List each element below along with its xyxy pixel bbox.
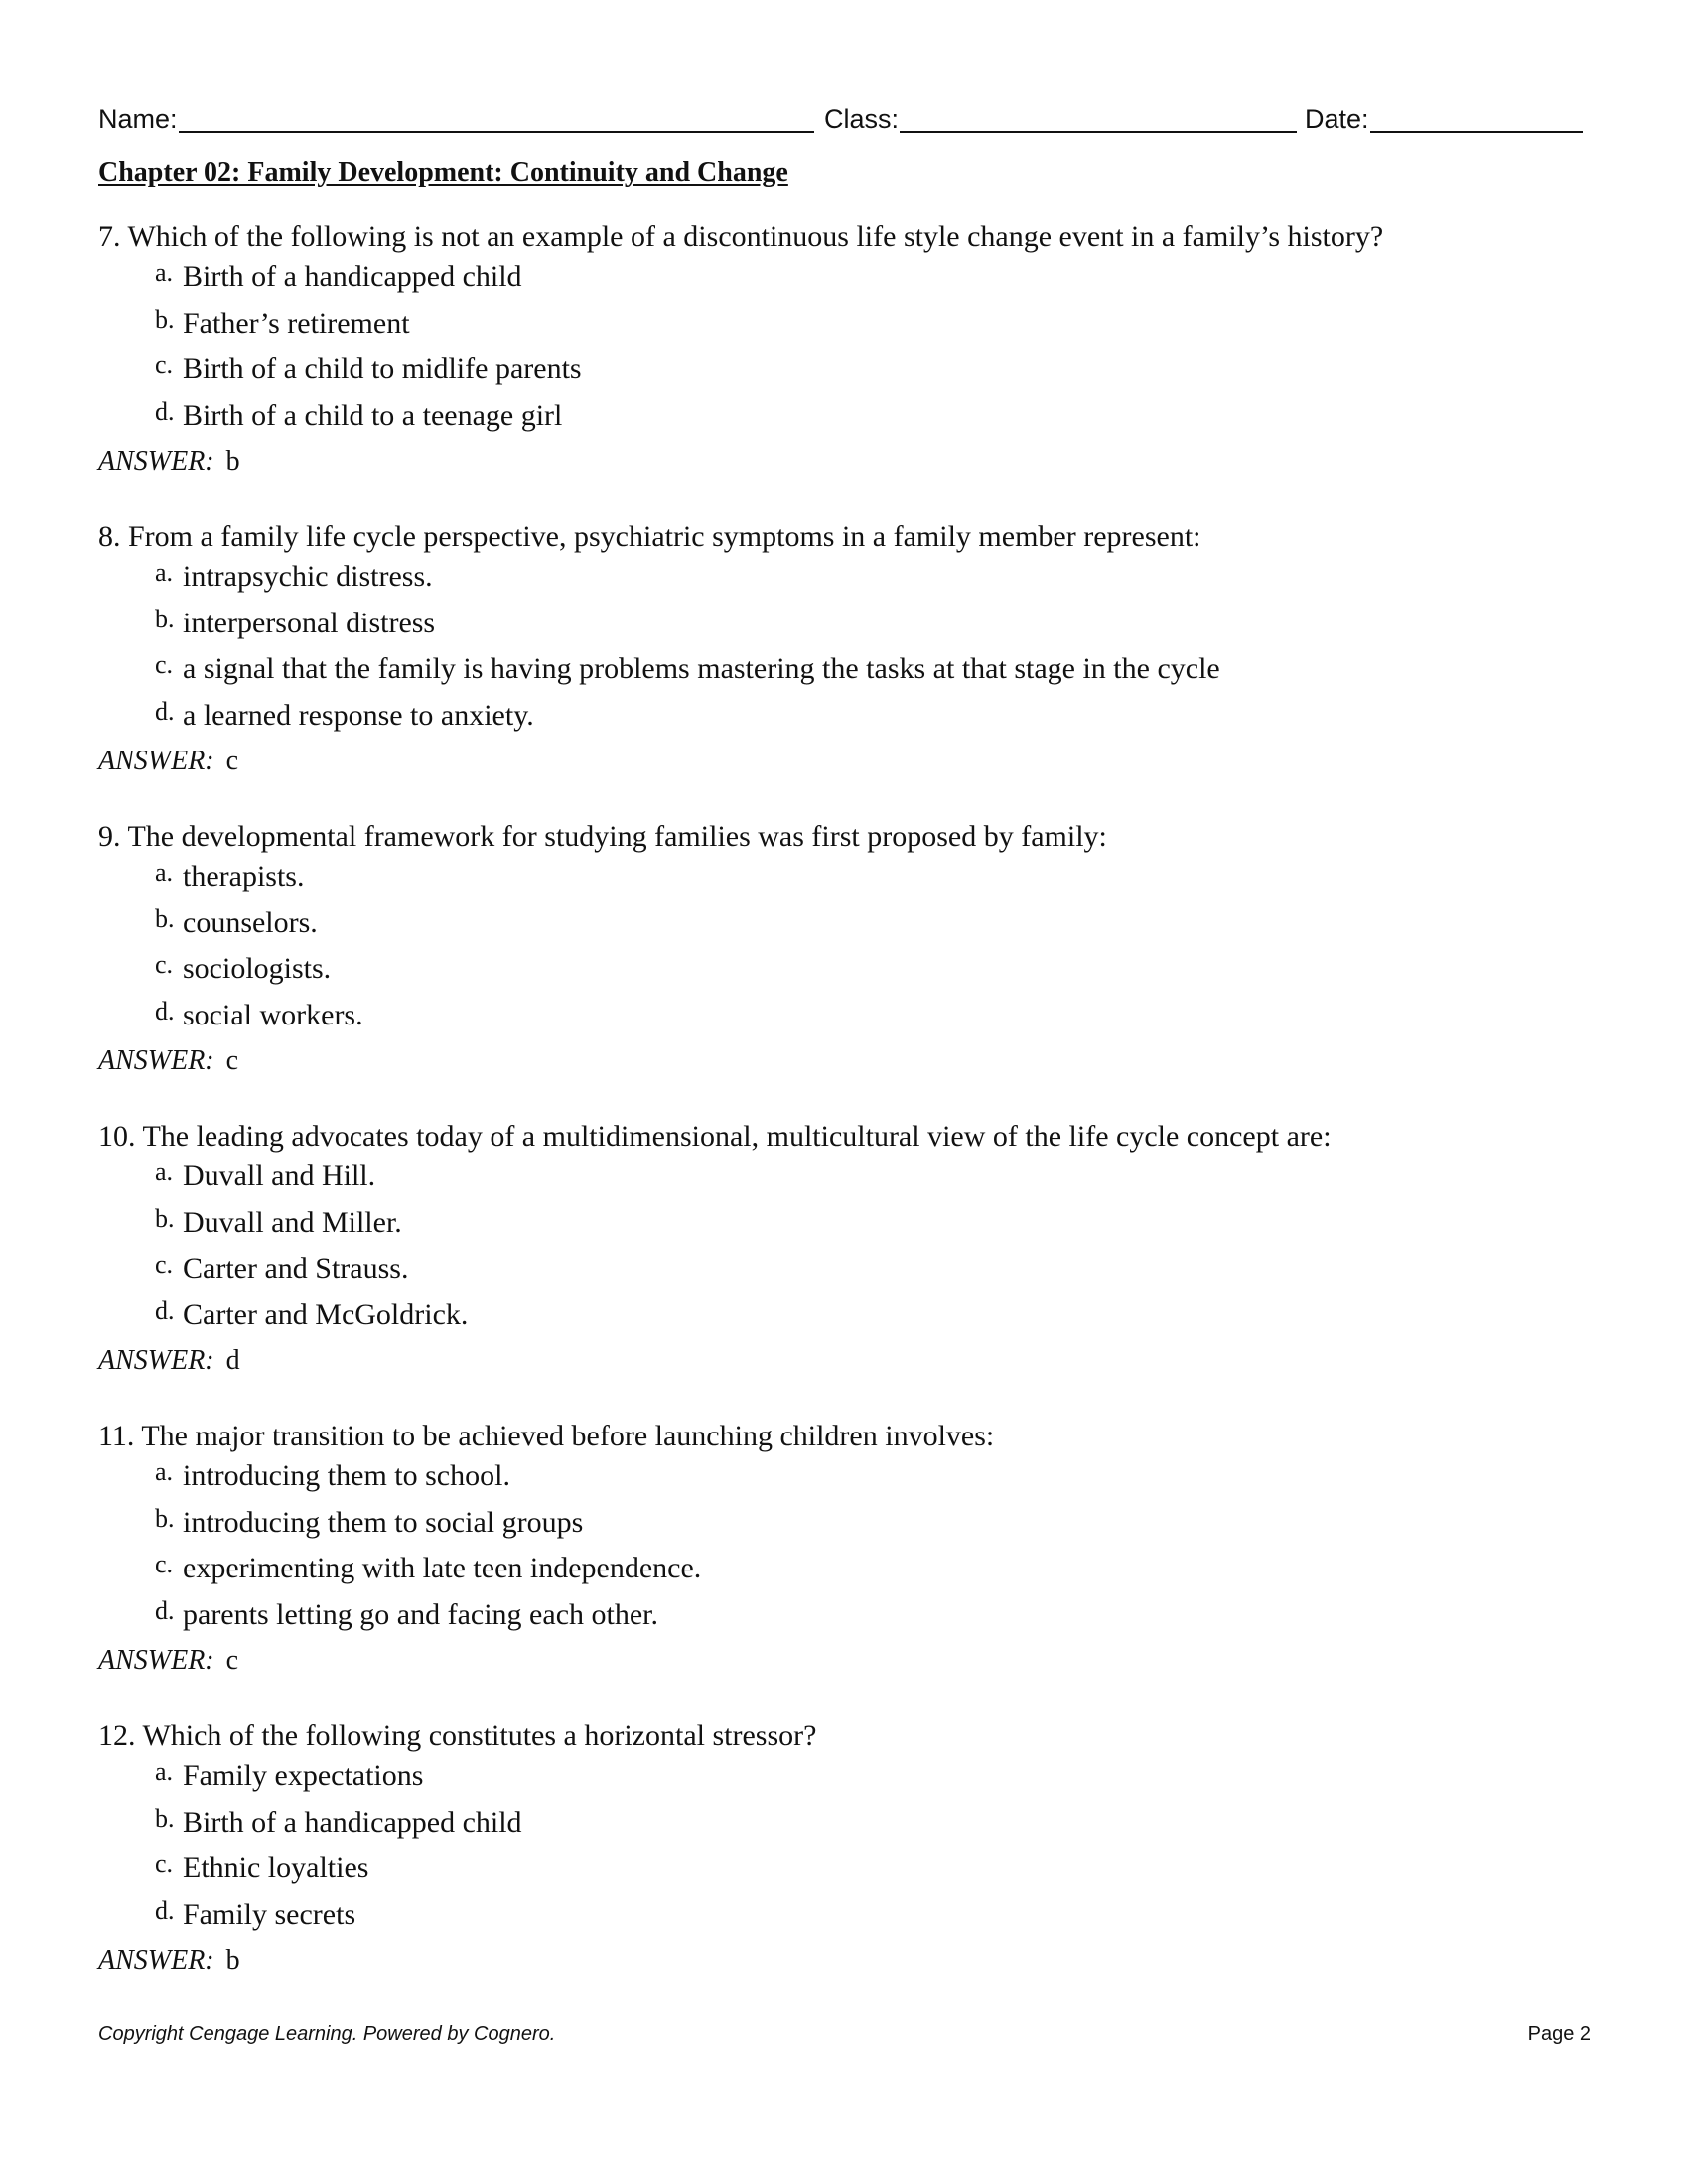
name-blank-line <box>179 103 814 133</box>
option-text: Ethnic loyalties <box>183 1851 369 1884</box>
answer-value: d <box>225 1345 240 1376</box>
question-stem: 12. Which of the following constitutes a horizontal stressor? <box>98 1719 817 1752</box>
option-b <box>98 1203 1598 1250</box>
answer-label: ANSWER: <box>98 1045 214 1076</box>
option-letter: a. <box>155 858 174 887</box>
footer-copyright: Copyright Cengage Learning. Powered by Cognero. <box>98 2023 556 2045</box>
option-text: a signal that the family is having problems mastering the tasks at that stage in the cycle <box>183 652 1220 685</box>
answer-line <box>98 1641 1598 1681</box>
option-c <box>98 1549 1598 1595</box>
option-letter: d. <box>155 1895 175 1925</box>
answer-value: c <box>225 1645 239 1676</box>
answer-line <box>98 1341 1598 1381</box>
option-c <box>98 1249 1598 1296</box>
option-text: introducing them to social groups <box>183 1505 584 1539</box>
class-label: Class: <box>824 104 900 134</box>
option-letter: a. <box>155 1158 174 1186</box>
date-blank-line <box>1370 103 1583 133</box>
option-letter: a. <box>155 1457 174 1486</box>
option-letter: b. <box>155 304 175 334</box>
option-letter: b. <box>155 1503 175 1533</box>
option-a <box>98 1756 1598 1803</box>
option-a <box>98 1157 1598 1203</box>
option-letter: c. <box>155 1250 174 1279</box>
question-11 <box>98 1417 1598 1681</box>
answer-label: ANSWER: <box>98 446 214 477</box>
option-c <box>98 649 1598 696</box>
name-label: Name: <box>98 104 178 134</box>
option-text: therapists. <box>183 860 305 892</box>
option-letter: c. <box>155 650 174 679</box>
option-text: Duvall and Hill. <box>183 1160 376 1192</box>
question-stem: 9. The developmental framework for studying families was first proposed by family: <box>98 820 1107 853</box>
option-d <box>98 1895 1598 1942</box>
option-letter: c. <box>155 1550 174 1578</box>
question-stem: 11. The major transition to be achieved before launching children involves: <box>98 1420 995 1452</box>
option-b <box>98 1803 1598 1849</box>
option-d <box>98 1595 1598 1642</box>
class-blank-line <box>900 103 1297 133</box>
question-12 <box>98 1716 1598 1980</box>
answer-value: c <box>225 746 239 776</box>
option-text: Family expectations <box>183 1759 424 1792</box>
class-field <box>824 97 1297 133</box>
option-c <box>98 949 1598 996</box>
answer-label: ANSWER: <box>98 1345 214 1376</box>
option-letter: b. <box>155 903 175 933</box>
option-text: a learned response to anxiety. <box>183 698 534 732</box>
option-text: Birth of a handicapped child <box>183 260 522 293</box>
answer-value: b <box>225 446 240 477</box>
option-letter: b. <box>155 1803 175 1833</box>
question-7 <box>98 217 1598 481</box>
question-stem: 10. The leading advocates today of a multidimensional, multicultural view of the life cycle concept are: <box>98 1120 1332 1153</box>
option-text: introducing them to school. <box>183 1459 510 1492</box>
option-text: Father’s retirement <box>183 306 410 340</box>
answer-value: b <box>225 1945 240 1976</box>
option-text: Duvall and Miller. <box>183 1205 402 1239</box>
question-9 <box>98 817 1598 1081</box>
header-row <box>98 97 1592 137</box>
option-letter: d. <box>155 696 175 726</box>
option-a <box>98 1456 1598 1503</box>
option-letter: c. <box>155 1849 174 1878</box>
option-text: counselors. <box>183 905 318 939</box>
option-letter: d. <box>155 1296 175 1325</box>
footer-page-number: Page 2 <box>1527 2023 1591 2045</box>
option-letter: c. <box>155 350 174 379</box>
answer-line <box>98 1941 1598 1980</box>
option-text: Family secrets <box>183 1897 356 1931</box>
option-d <box>98 396 1598 443</box>
option-letter: d. <box>155 996 175 1025</box>
option-c <box>98 1848 1598 1895</box>
answer-value: c <box>225 1045 239 1076</box>
option-letter: b. <box>155 1203 175 1233</box>
option-text: Birth of a handicapped child <box>183 1805 522 1839</box>
option-c <box>98 349 1598 396</box>
date-label: Date: <box>1305 104 1369 134</box>
option-text: experimenting with late teen independence. <box>183 1552 702 1584</box>
option-text: Carter and Strauss. <box>183 1252 409 1285</box>
option-text: Carter and McGoldrick. <box>183 1297 469 1331</box>
name-field <box>98 97 814 133</box>
option-a <box>98 857 1598 903</box>
date-field <box>1305 97 1583 133</box>
question-8 <box>98 517 1598 781</box>
option-b <box>98 1503 1598 1550</box>
question-stem: 7. Which of the following is not an example of a discontinuous life style change event in a family’s history? <box>98 220 1384 253</box>
option-a <box>98 257 1598 304</box>
option-b <box>98 604 1598 650</box>
answer-label: ANSWER: <box>98 746 214 776</box>
question-stem: 8. From a family life cycle perspective, psychiatric symptoms in a family member represent: <box>98 520 1201 553</box>
option-letter: a. <box>155 1757 174 1786</box>
option-text: intrapsychic distress. <box>183 560 433 593</box>
option-a <box>98 557 1598 604</box>
answer-label: ANSWER: <box>98 1645 214 1676</box>
answer-line <box>98 442 1598 481</box>
option-d <box>98 696 1598 743</box>
option-d <box>98 1296 1598 1342</box>
option-letter: a. <box>155 558 174 587</box>
question-10 <box>98 1117 1598 1381</box>
option-text: sociologists. <box>183 952 332 985</box>
option-letter: d. <box>155 396 175 426</box>
answer-line <box>98 742 1598 781</box>
option-text: Birth of a child to midlife parents <box>183 352 582 385</box>
option-text: social workers. <box>183 998 363 1031</box>
option-letter: d. <box>155 1595 175 1625</box>
option-text: parents letting go and facing each other. <box>183 1597 658 1631</box>
option-letter: b. <box>155 604 175 633</box>
option-d <box>98 996 1598 1042</box>
option-text: Birth of a child to a teenage girl <box>183 398 563 432</box>
option-text: interpersonal distress <box>183 606 436 639</box>
answer-label: ANSWER: <box>98 1945 214 1976</box>
option-letter: c. <box>155 950 174 979</box>
chapter-title: Chapter 02: Family Development: Continuity and Change <box>98 157 788 188</box>
option-b <box>98 903 1598 950</box>
answer-line <box>98 1041 1598 1081</box>
option-letter: a. <box>155 258 174 287</box>
option-b <box>98 304 1598 350</box>
